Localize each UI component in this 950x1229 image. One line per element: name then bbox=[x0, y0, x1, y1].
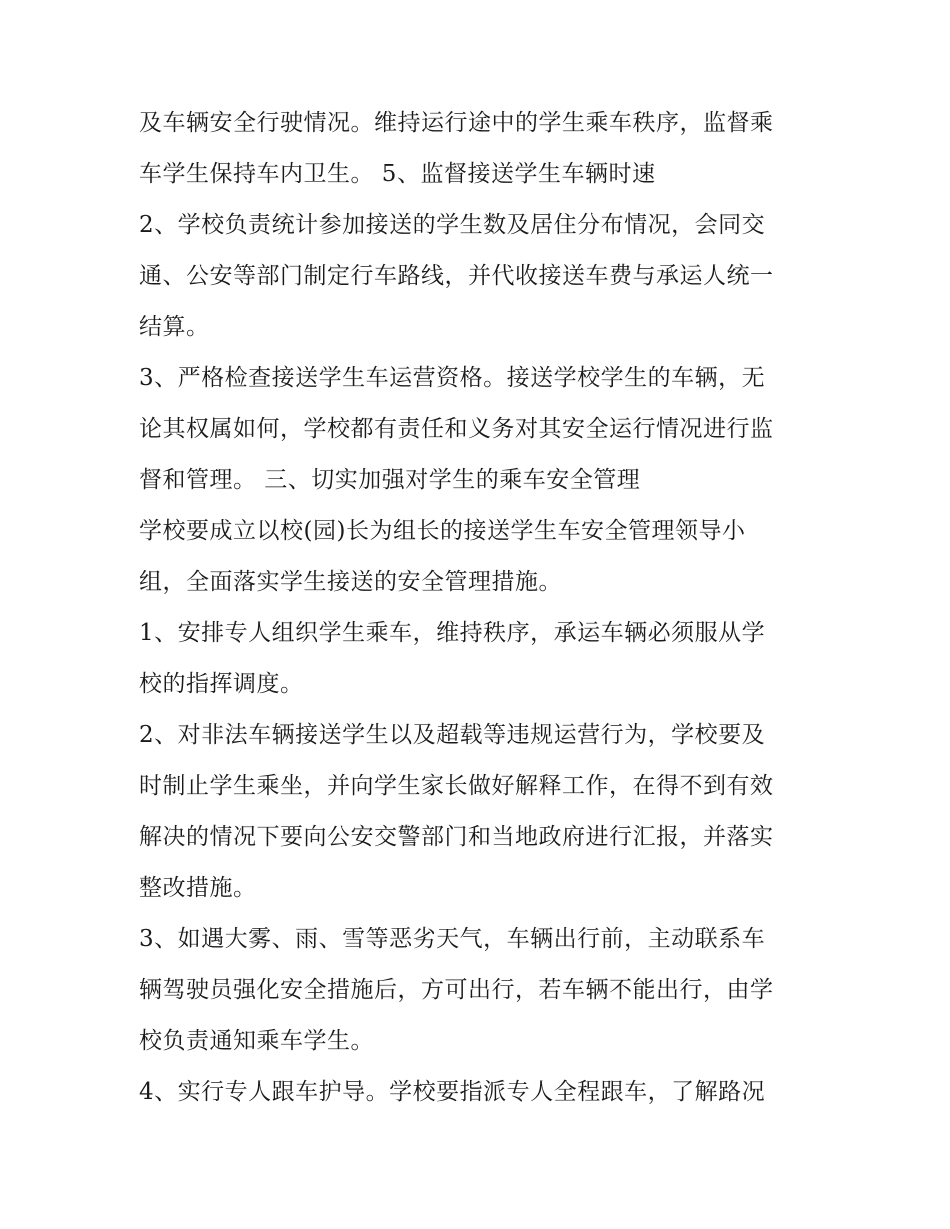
text-line: 4、实行专人跟车护导。学校要指派专人全程跟车，了解路况 bbox=[139, 1079, 766, 1105]
document-body bbox=[139, 98, 819, 1118]
text-line: 2、学校负责统计参加接送的学生数及居住分布情况，会同交 bbox=[139, 212, 766, 238]
text-line: 时制止学生乘坐，并向学生家长做好解释工作，在得不到有效 bbox=[139, 773, 774, 799]
text-line: 学校要成立以校(园)长为组长的接送学生车安全管理领导小 bbox=[139, 518, 746, 544]
text-line: 论其权属如何，学校都有责任和义务对其安全运行情况进行监 bbox=[139, 416, 774, 442]
text-line: 3、严格检查接送学生车运营资格。接送学校学生的车辆，无 bbox=[139, 365, 766, 391]
text-line: 1、安排专人组织学生乘车，维持秩序，承运车辆必须服从学 bbox=[139, 620, 766, 646]
text-line: 3、如遇大雾、雨、雪等恶劣天气，车辆出行前，主动联系车 bbox=[139, 926, 766, 952]
text-line: 车学生保持车内卫生。 5、监督接送学生车辆时速 bbox=[139, 161, 656, 187]
text-line: 校负责通知乘车学生。 bbox=[139, 1028, 374, 1054]
text-line: 解决的情况下要向公安交警部门和当地政府进行汇报，并落实 bbox=[139, 824, 774, 850]
text-line: 辆驾驶员强化安全措施后，方可出行，若车辆不能出行，由学 bbox=[139, 977, 774, 1003]
text-line: 通、公安等部门制定行车路线，并代收接送车费与承运人统一 bbox=[139, 263, 774, 289]
text-line: 整改措施。 bbox=[139, 875, 257, 901]
text-line: 组，全面落实学生接送的安全管理措施。 bbox=[139, 569, 562, 595]
text-line: 及车辆安全行驶情况。维持运行途中的学生乘车秩序，监督乘 bbox=[139, 110, 774, 136]
text-line: 结算。 bbox=[139, 314, 210, 340]
text-line: 校的指挥调度。 bbox=[139, 671, 304, 697]
text-line: 督和管理。 三、切实加强对学生的乘车安全管理 bbox=[139, 467, 641, 493]
text-line: 2、对非法车辆接送学生以及超载等违规运营行为，学校要及 bbox=[139, 722, 766, 748]
